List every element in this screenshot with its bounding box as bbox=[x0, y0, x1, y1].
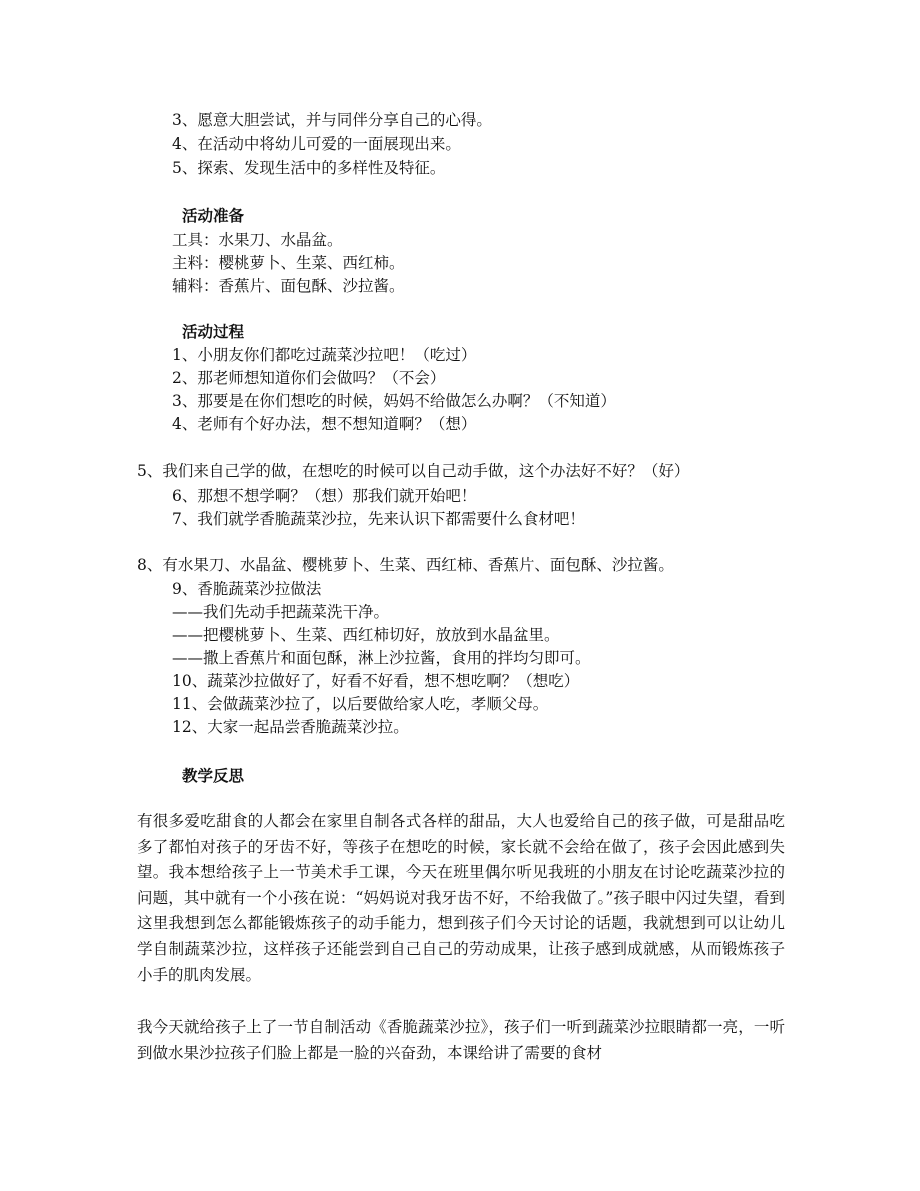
prep-item: 工具：水果刀、水晶盆。 bbox=[172, 231, 343, 249]
process-step: 6、那想不想学啊？（想）那我们就开始吧！ bbox=[172, 487, 477, 505]
reflection-paragraph: 我今天就给孩子上了一节自制活动《香脆蔬菜沙拉》，孩子们一听到蔬菜沙拉眼睛都一亮，一听到做水果沙拉孩子们脸上都是一脸的兴奋劲，本课给讲了需要的食材 bbox=[137, 1018, 785, 1062]
goal-item: 3、愿意大胆尝试，并与同伴分享自己的心得。 bbox=[172, 111, 492, 129]
process-substep: ——把樱桃萝卜、生菜、西红柿切好，放放到水晶盆里。 bbox=[172, 626, 560, 644]
process-step: 8、有水果刀、水晶盆、樱桃萝卜、生菜、西红柿、香蕉片、面包酥、沙拉酱。 bbox=[137, 556, 674, 574]
section-heading-prep: 活动准备 bbox=[182, 206, 245, 225]
process-step: 5、我们来自己学的做，在想吃的时候可以自己动手做，这个办法好不好？（好） bbox=[137, 462, 690, 480]
prep-item: 辅料：香蕉片、面包酥、沙拉酱。 bbox=[172, 277, 405, 295]
process-substep: ——撒上香蕉片和面包酥，淋上沙拉酱，食用的拌均匀即可。 bbox=[172, 649, 591, 667]
goal-item: 5、探索、发现生活中的多样性及特征。 bbox=[172, 159, 446, 177]
process-step: 10、蔬菜沙拉做好了，好看不好看，想不想吃啊？（想吃） bbox=[172, 672, 580, 690]
process-step: 11、会做蔬菜沙拉了，以后要做给家人吃，孝顺父母。 bbox=[172, 695, 549, 713]
process-step: 2、那老师想知道你们会做吗？（不会） bbox=[172, 369, 446, 387]
process-step: 3、那要是在你们想吃的时候，妈妈不给做怎么办啊？（不知道） bbox=[172, 392, 616, 410]
process-step: 9、香脆蔬菜沙拉做法 bbox=[172, 580, 322, 598]
goal-item: 4、在活动中将幼儿可爱的一面展现出来。 bbox=[172, 135, 461, 153]
process-step: 1、小朋友你们都吃过蔬菜沙拉吧！（吃过） bbox=[172, 346, 477, 364]
section-heading-process: 活动过程 bbox=[182, 322, 245, 341]
process-step: 7、我们就学香脆蔬菜沙拉，先来认识下都需要什么食材吧！ bbox=[172, 510, 585, 528]
process-step: 4、老师有个好办法，想不想知道啊？（想） bbox=[172, 415, 477, 433]
prep-item: 主料：樱桃萝卜、生菜、西红柿。 bbox=[172, 254, 405, 272]
process-substep: ——我们先动手把蔬菜洗干净。 bbox=[172, 603, 390, 621]
reflection-paragraph: 有很多爱吃甜食的人都会在家里自制各式各样的甜品，大人也爱给自己的孩子做，可是甜品吃多了都怕对孩子的牙齿不好，等孩子在想吃的时候，家长就不会给在做了，孩子会因此感到失望。我本想给孩子上一节美术手工课，今天在班里偶尔听见我班的小朋友在讨论吃蔬菜沙拉的问题，其中就有一个小孩在说：“妈妈说对我牙齿不好，不给我做了。”孩子眼中闪过失望，看到这里我想到怎么都能锻炼孩子的动手能力，想到孩子们今天讨论的话题，我就想到可以让幼儿学自制蔬菜沙拉，这样孩子还能尝到自己自己的劳动成果，让孩子感到成就感，从而锻炼孩子小手的肌肉发展。 bbox=[137, 812, 785, 984]
section-heading-reflection: 教学反思 bbox=[182, 766, 245, 785]
process-step: 12、大家一起品尝香脆蔬菜沙拉。 bbox=[172, 718, 409, 736]
